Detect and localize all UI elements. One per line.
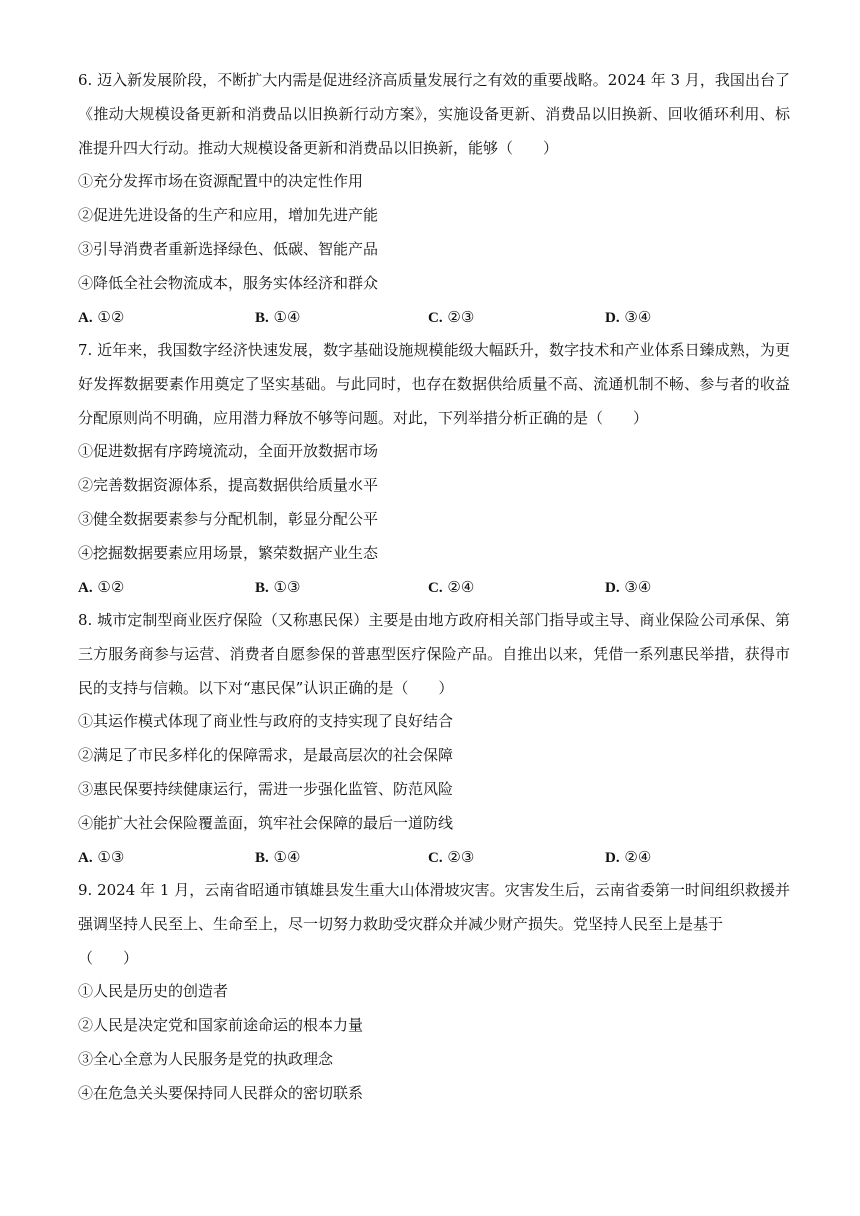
question-9 bbox=[78, 874, 790, 1111]
statement-4: ④挖掘数据要素应用场景，繁荣数据产业生态 bbox=[78, 543, 379, 562]
question-stem: 6. 迈入新发展阶段，不断扩大内需是促进经济高质量发展行之有效的重要战略。2024 年 3 月，我国出台了《推动大规模设备更新和消费品以旧换新行动方案》，实施设备更新、消费品以旧换新、回收循环利用、标准提升四大行动。推动大规模设备更新和消费品以旧换新，能够（ ） bbox=[78, 71, 790, 157]
option-text: ①② bbox=[97, 577, 125, 596]
option-text: ①④ bbox=[273, 307, 301, 326]
option-text: ②③ bbox=[447, 847, 475, 866]
option-letter: C. bbox=[428, 849, 443, 866]
option-a[interactable] bbox=[78, 841, 124, 876]
question-6 bbox=[78, 64, 790, 334]
statement-1: ①其运作模式体现了商业性与政府的支持实现了良好结合 bbox=[78, 712, 454, 731]
option-b[interactable] bbox=[255, 841, 300, 876]
statement-3: ③惠民保要持续健康运行，需进一步强化监管、防范风险 bbox=[78, 779, 454, 798]
statement-2: ②促进先进设备的生产和应用，增加先进产能 bbox=[78, 206, 379, 225]
option-text: ②④ bbox=[624, 847, 652, 866]
option-letter: C. bbox=[428, 309, 443, 326]
option-a[interactable] bbox=[78, 571, 124, 606]
question-stem-tail: （ ） bbox=[78, 948, 139, 967]
option-text: ③④ bbox=[624, 307, 652, 326]
statement-3: ③全心全意为人民服务是党的执政理念 bbox=[78, 1049, 334, 1068]
statement-2: ②满足了市民多样化的保障需求，是最高层次的社会保障 bbox=[78, 746, 454, 765]
question-stem: 7. 近年来，我国数字经济快速发展，数字基础设施规模能级大幅跃升，数字技术和产业体系日臻成熟，为更好发挥数据要素作用奠定了坚实基础。与此同时，也存在数据供给质量不高、流通机制不畅、参与者的收益分配原则尚不明确，应用潜力释放不够等问题。对此，下列举措分析正确的是（ ） bbox=[78, 341, 790, 427]
option-letter: A. bbox=[78, 309, 93, 326]
option-d[interactable] bbox=[605, 841, 651, 876]
statement-4: ④降低全社会物流成本，服务实体经济和群众 bbox=[78, 273, 379, 292]
question-7 bbox=[78, 334, 790, 604]
option-letter: C. bbox=[428, 579, 443, 596]
question-stem: 8. 城市定制型商业医疗保险（又称惠民保）主要是由地方政府相关部门指导或主导、商业保险公司承保、第三方服务商参与运营、消费者自愿参保的普惠型医疗保险产品。自推出以来，凭借一系列惠民举措，获得市民的支持与信赖。以下对“惠民保”认识正确的是（ ） bbox=[78, 611, 790, 697]
option-a[interactable] bbox=[78, 301, 124, 336]
statement-1: ①促进数据有序跨境流动，全面开放数据市场 bbox=[78, 442, 379, 461]
option-c[interactable] bbox=[428, 571, 474, 606]
option-text: ①③ bbox=[97, 847, 125, 866]
option-text: ①③ bbox=[273, 577, 301, 596]
statement-3: ③引导消费者重新选择绿色、低碳、智能产品 bbox=[78, 239, 379, 258]
option-letter: B. bbox=[255, 309, 269, 326]
statement-2: ②人民是决定党和国家前途命运的根本力量 bbox=[78, 1016, 364, 1035]
answer-options bbox=[78, 841, 790, 875]
option-b[interactable] bbox=[255, 571, 300, 606]
option-letter: D. bbox=[605, 309, 620, 326]
option-d[interactable] bbox=[605, 571, 651, 606]
answer-options bbox=[78, 571, 790, 605]
statement-4: ④能扩大社会保险覆盖面，筑牢社会保障的最后一道防线 bbox=[78, 813, 454, 832]
question-8 bbox=[78, 604, 790, 874]
statement-1: ①充分发挥市场在资源配置中的决定性作用 bbox=[78, 172, 364, 191]
option-letter: D. bbox=[605, 849, 620, 866]
option-text: ②③ bbox=[447, 307, 475, 326]
option-text: ①④ bbox=[273, 847, 301, 866]
option-letter: A. bbox=[78, 579, 93, 596]
statement-4: ④在危急关头要保持同人民群众的密切联系 bbox=[78, 1083, 364, 1102]
option-letter: B. bbox=[255, 579, 269, 596]
option-text: ②④ bbox=[447, 577, 475, 596]
question-stem: 9. 2024 年 1 月，云南省昭通市镇雄县发生重大山体滑坡灾害。灾害发生后，云南省委第一时间组织救援并强调坚持人民至上、生命至上，尽一切努力救助受灾群众并减少财产损失。党坚持人民至上是基于 bbox=[78, 881, 790, 933]
statement-3: ③健全数据要素参与分配机制，彰显分配公平 bbox=[78, 509, 379, 528]
option-letter: B. bbox=[255, 849, 269, 866]
option-d[interactable] bbox=[605, 301, 651, 336]
option-letter: A. bbox=[78, 849, 93, 866]
option-letter: D. bbox=[605, 579, 620, 596]
statement-1: ①人民是历史的创造者 bbox=[78, 982, 229, 1001]
option-c[interactable] bbox=[428, 841, 474, 876]
option-c[interactable] bbox=[428, 301, 474, 336]
option-text: ①② bbox=[97, 307, 125, 326]
option-b[interactable] bbox=[255, 301, 300, 336]
option-text: ③④ bbox=[624, 577, 652, 596]
statement-2: ②完善数据资源体系，提高数据供给质量水平 bbox=[78, 476, 379, 495]
answer-options bbox=[78, 301, 790, 335]
